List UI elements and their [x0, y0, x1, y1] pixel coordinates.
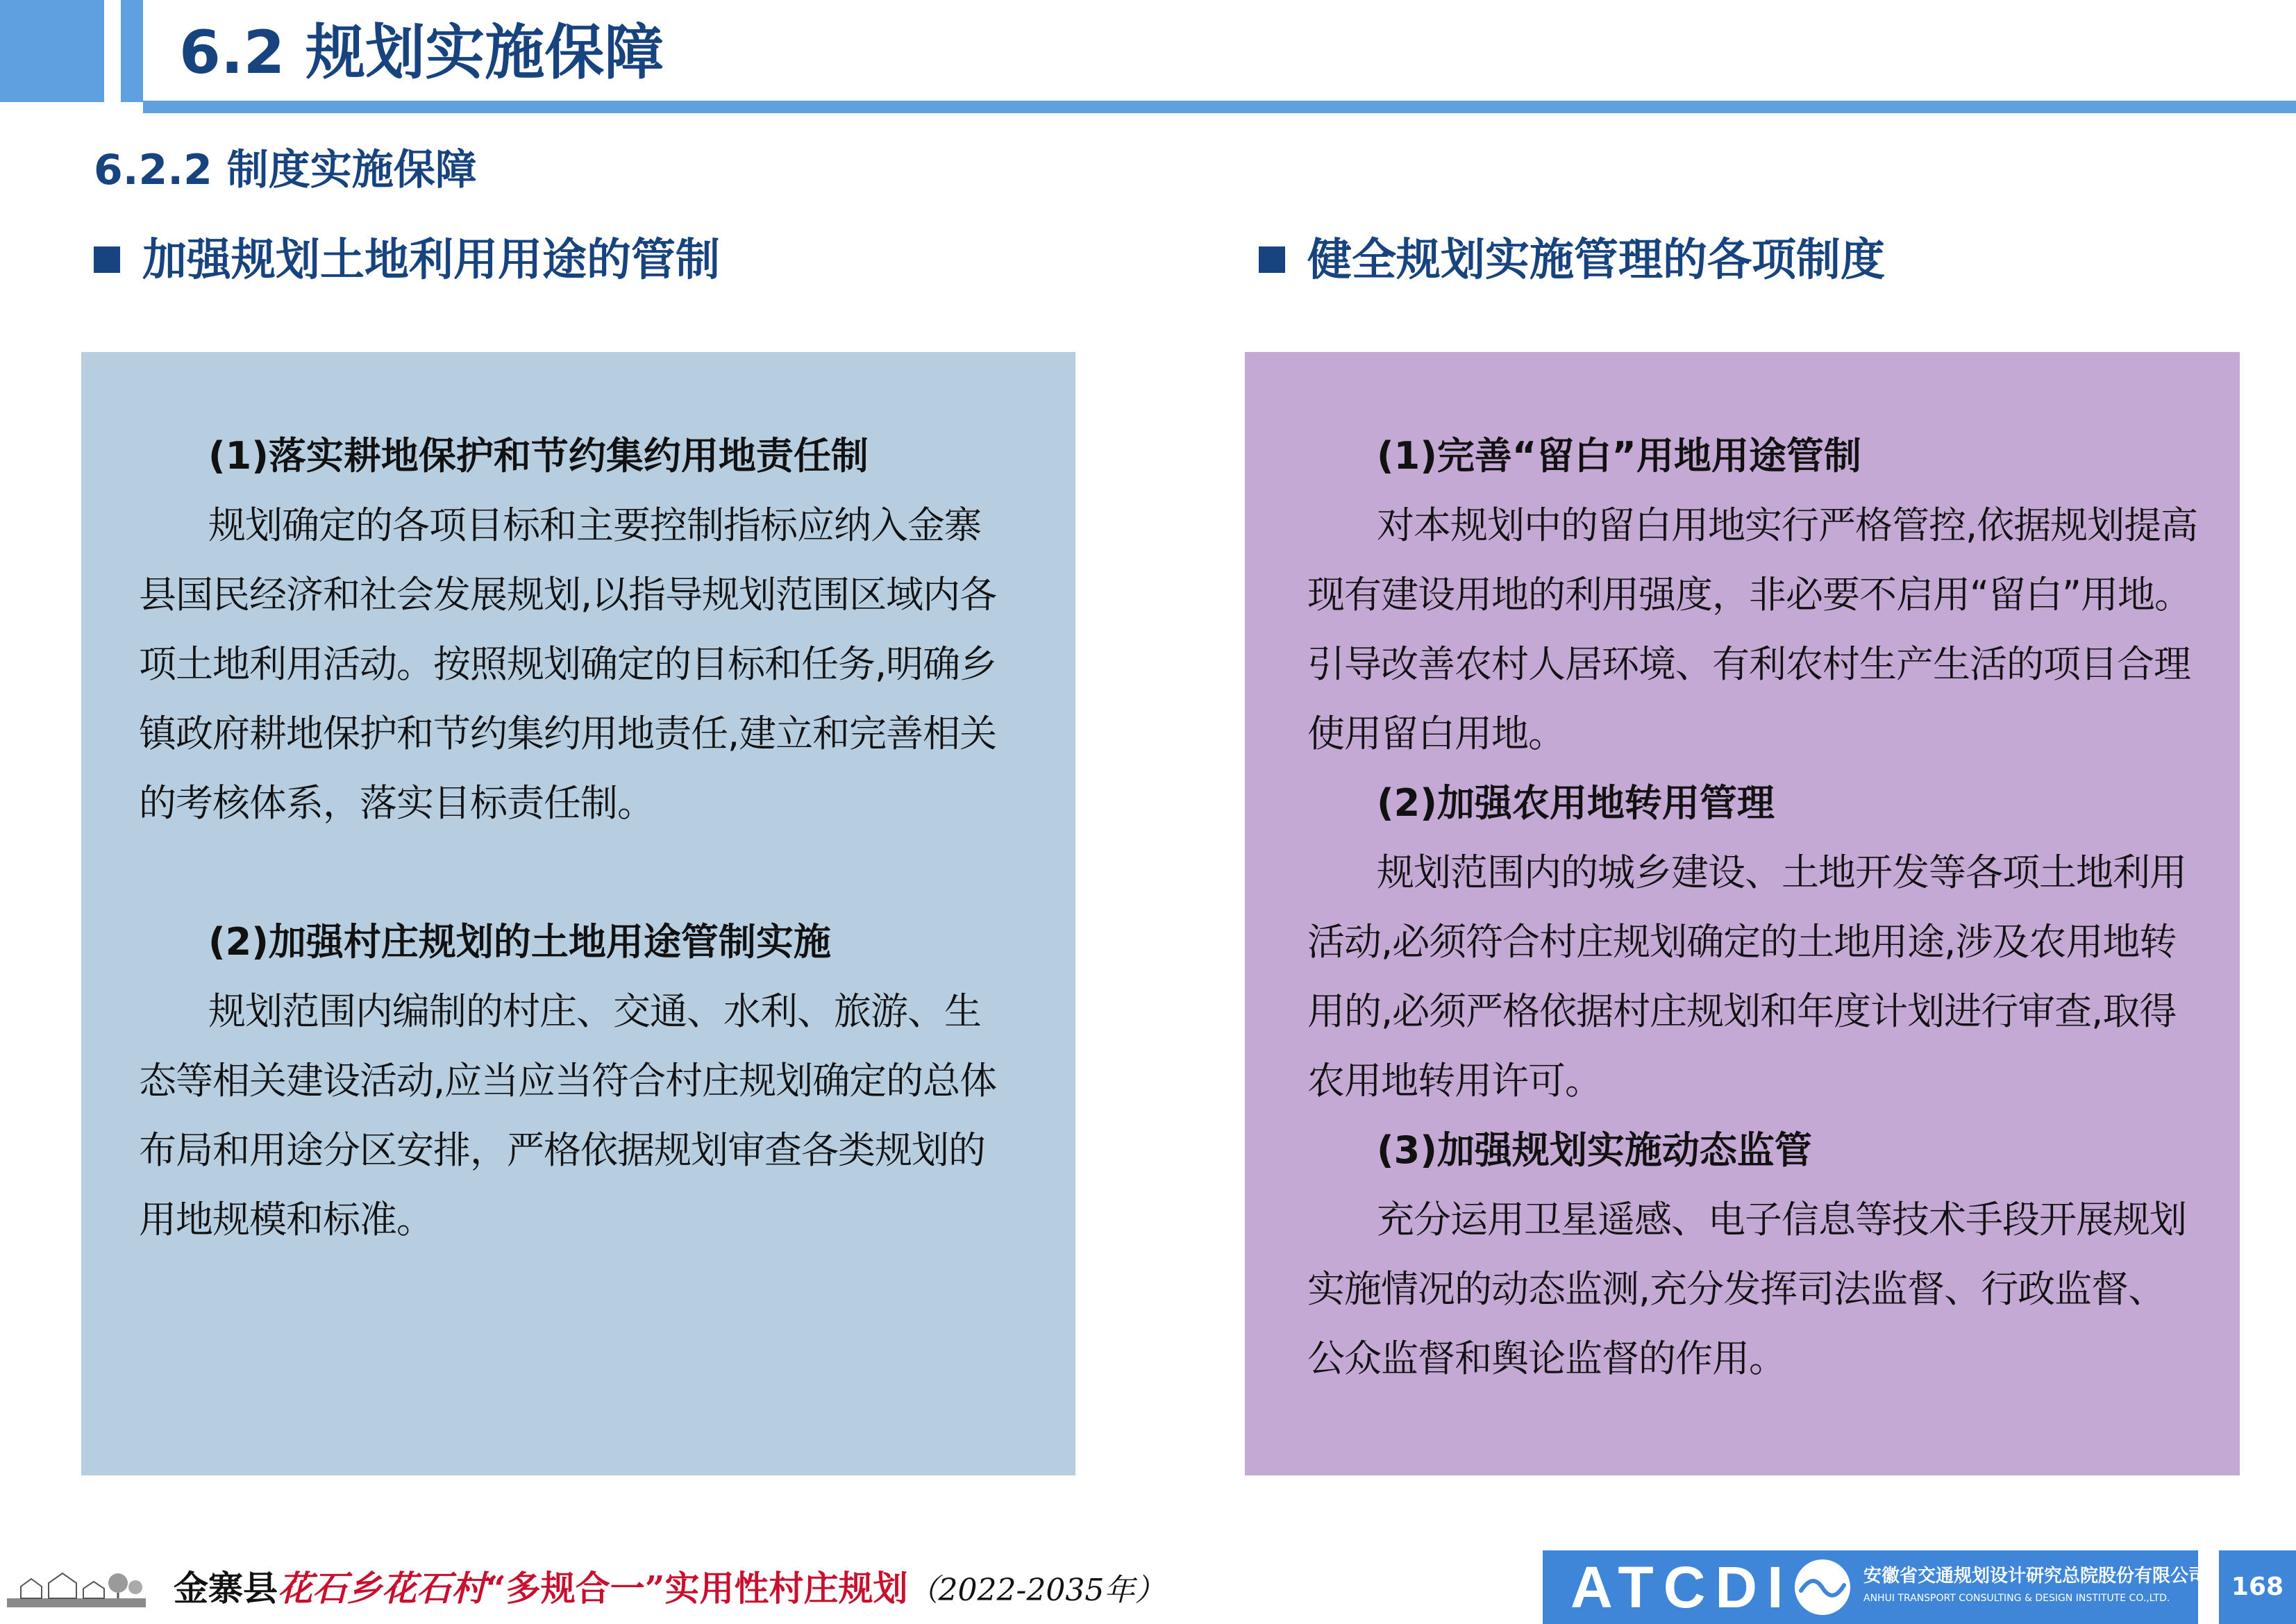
footer-county: 金寨县: [174, 1568, 278, 1609]
item-title: (3)加强规划实施动态监管: [1377, 1128, 1812, 1172]
item-body: 规划确定的各项目标和主要控制指标应纳入金寨县国民经济和社会发展规划,以指导规划范围区域内各项土地利用活动。按照规划确定的目标和任务,明确乡镇政府耕地保护和节约集约用地责任,建立和完善相关的考核体系，落实目标责任制。: [139, 503, 997, 825]
right-heading-text: 健全规划实施管理的各项制度: [1307, 235, 1885, 286]
institute-logo: [1543, 1550, 2207, 1624]
right-column-heading: [1259, 229, 1885, 292]
item-title: (1)落实耕地保护和节约集约用地责任制: [208, 434, 869, 478]
village-sketch-icon: [7, 1555, 146, 1607]
right-content-box: [1245, 352, 2240, 1475]
institute-name-en: ANHUI TRANSPORT CONSULTING & DESIGN INSTITUTE CO.,LTD.: [1863, 1593, 2170, 1604]
page-number: 168: [2219, 1550, 2296, 1624]
page-title: 6.2 规划实施保障: [179, 18, 664, 87]
left-heading-text: 加强规划土地利用用途的管制: [142, 235, 720, 286]
spacer: [139, 838, 1009, 907]
institute-name-cn: 安徽省交通规划设计研究总院股份有限公司: [1863, 1566, 2207, 1587]
item-title: (2)加强农用地转用管理: [1377, 781, 1775, 825]
institute-emblem-icon: [1793, 1557, 1852, 1617]
header-rule: [143, 101, 2296, 113]
left-content-box: [81, 352, 1075, 1475]
footer-project-title: [174, 1561, 1165, 1616]
item-body: 规划范围内的城乡建设、土地开发等各项土地利用活动,必须符合村庄规划确定的土地用途,涉及农用地转用的,必须严格依据村庄规划和年度计划进行审查,取得农用地转用许可。: [1307, 851, 2186, 1103]
item-title: (2)加强村庄规划的土地用途管制实施: [208, 920, 831, 964]
item-body: 对本规划中的留白用地实行严格管控,依据规划提高现有建设用地的利用强度，非必要不启用“留白”用地。引导改善农村人居环境、有利农村生产生活的项目合理使用留白用地。: [1307, 503, 2198, 755]
square-bullet-icon: [1259, 246, 1285, 273]
footer-years: （2022-2035年）: [907, 1573, 1166, 1608]
footer-plan: 实用性村庄规划: [664, 1568, 908, 1609]
item-title: (1)完善“留白”用地用途管制: [1377, 434, 1861, 478]
square-bullet-icon: [94, 246, 120, 273]
footer-quote: “多规合一”: [486, 1568, 665, 1609]
left-column-heading: [94, 229, 720, 292]
item-body: 规划范围内编制的村庄、交通、水利、旅游、生态等相关建设活动,应当应当符合村庄规划确定的总体布局和用途分区安排，严格依据规划审查各类规划的用地规模和标准。: [139, 989, 997, 1241]
logo-wordmark: ATCDI: [1570, 1555, 1793, 1620]
item-body: 充分运用卫星遥感、电子信息等技术手段开展规划实施情况的动态监测,充分发挥司法监督、行政监督、公众监督和舆论监督的作用。: [1307, 1198, 2186, 1380]
subsection-title: 6.2.2 制度实施保障: [94, 146, 477, 194]
header-stripe: [104, 0, 121, 102]
footer-village: 花石乡花石村: [278, 1568, 486, 1609]
